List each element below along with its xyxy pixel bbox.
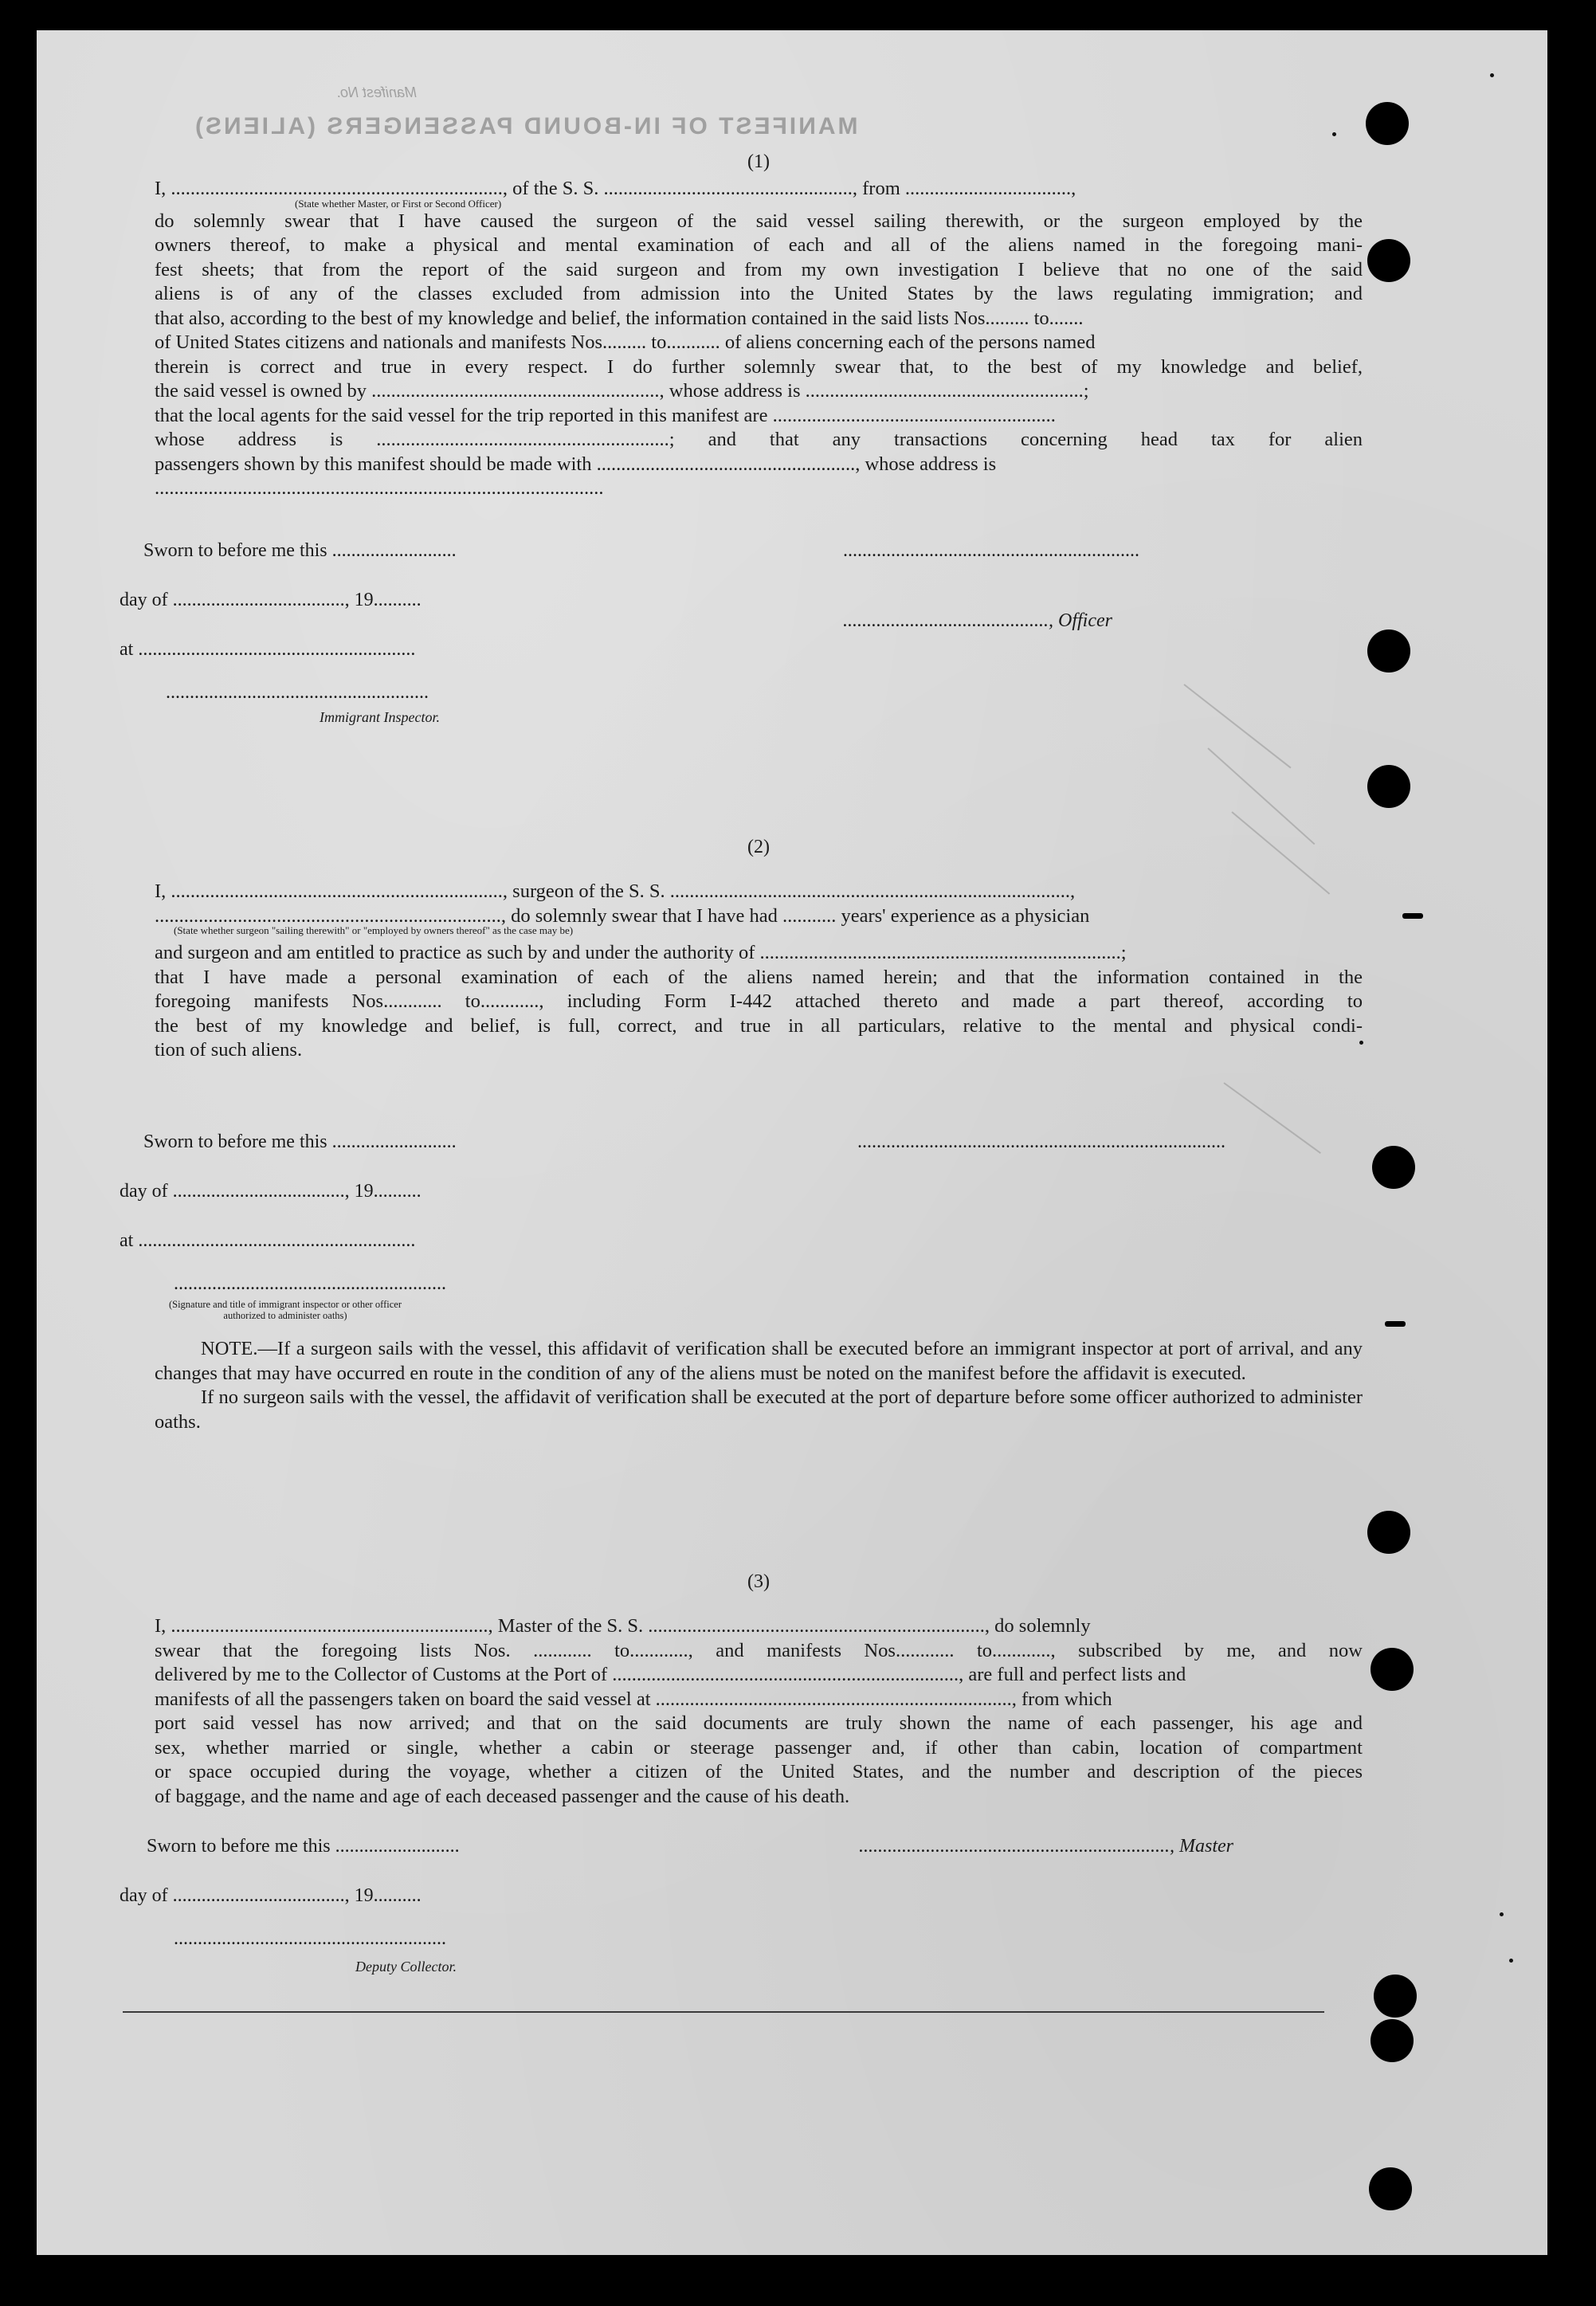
sworn-before-field: Sworn to before me this .......................... (143, 1131, 457, 1152)
margin-speck (1509, 1959, 1513, 1963)
surgeon-note (155, 1337, 1363, 1434)
oath-line: that also, according to the best of my knowledge and belief, the information contained in the said lists Nos......... to....... (155, 307, 1084, 329)
head-tax-address-line: ............................................................................................ (155, 477, 604, 499)
margin-speck (1359, 1041, 1363, 1045)
bleedthrough-stroke (1183, 684, 1291, 768)
surgeon-declaration-hint: (State whether surgeon "sailing therewith" or "employed by owners thereof" as the case may be) (174, 924, 574, 936)
section-number: (3) (747, 1571, 770, 1592)
punch-hole (1367, 239, 1410, 282)
collector-oath-line: sex, whether married or single, whether a cabin or steerage passenger and, if other than cabin, location of compartment (155, 1736, 1363, 1759)
surgeon-oath-line: and surgeon and am entitled to practice as such by and under the authority of ..........................................................................; (155, 942, 1127, 963)
margin-mark (1402, 913, 1423, 919)
oath-line: therein is correct and true in every respect. I do further solemnly swear that, to the best of my knowledge and belief, (155, 355, 1363, 378)
manifest-page (37, 30, 1547, 2255)
collector-oath-line: or space occupied during the voyage, whether a citizen of the United States, and the number and description of the pieces (155, 1761, 1363, 1782)
margin-speck (1332, 132, 1336, 136)
surgeon-oath-line: the best of my knowledge and belief, is full, correct, and true in all particulars, relative to the mental and physical condi- (155, 1014, 1363, 1037)
oath-line: fest sheets; that from the report of the said surgeon and from my own investigation I believe that no one of the said (155, 258, 1363, 280)
punch-hole (1367, 629, 1410, 673)
bleedthrough-stroke (1207, 747, 1315, 845)
ghost-header-bleedthrough: MANIFEST OF IN-BOUND PASSENGERS (ALIENS) (193, 113, 858, 139)
ghost-sub-bleedthrough: Manifest No. (336, 84, 418, 100)
agents-address-line: whose address is ............................................................; and that any transactions concerning head tax for alien (155, 429, 1363, 450)
signature-blank: .............................................................. (843, 540, 1139, 561)
note-paragraph: NOTE.—If a surgeon sails with the vessel, this affidavit of verification shall be executed before an immigrant inspector at port of arrival, and any changes that may have occurred en route in the condition of any of the aliens must be noted on the manifest before the affidavit is executed. (155, 1338, 1363, 1384)
day-of-field: day of ...................................., 19.......... (120, 1181, 422, 1202)
deputy-collector-caption: Deputy Collector. (355, 1959, 457, 1975)
punch-hole (1374, 1975, 1417, 2018)
oath-line: owners thereof, to make a physical and mental examination of each and all of the aliens named in the foregoing mani- (155, 234, 1363, 256)
punch-hole (1371, 2019, 1414, 2062)
day-of-field: day of ...................................., 19.......... (120, 1885, 422, 1906)
oath-line: of United States citizens and nationals and manifests Nos......... to........... of aliens concerning each of the persons named (155, 331, 1096, 353)
surgeon-declaration-line: I, ...................................................................., surgeon of the S. S. .................................................................................., (155, 880, 1076, 902)
section-number: (1) (747, 151, 770, 172)
surgeon-oath-line: that I have made a personal examination of each of the aliens named herein; and that the information contained in the (155, 966, 1363, 988)
owner-line: the said vessel is owned by ..........................................................., whose address is .........................................................; (155, 380, 1089, 402)
surgeon-experience-line: ......................................................................., do solemnly swear that I have had ........... years' experience as a physician (155, 904, 1090, 927)
collector-oath-line: port said vessel has now arrived; and that on the said documents are truly shown the name of each passenger, his age and (155, 1712, 1363, 1734)
margin-mark (1385, 1321, 1406, 1327)
collector-oath-line: swear that the foregoing lists Nos. ............ to............, and manifests Nos............ to............, subscribed by me, and now (155, 1639, 1363, 1661)
agents-line: that the local agents for the said vessel for the trip reported in this manifest are .......................................................... (155, 404, 1056, 426)
head-tax-line: passengers shown by this manifest should be made with ....................................................., whose address is (155, 453, 997, 475)
master-declaration-line: I, ...................................................................., of the S. S. ..................................................., from .................................., (155, 178, 1076, 199)
punch-hole (1371, 1648, 1414, 1691)
punch-hole (1372, 1146, 1415, 1189)
collector-signature-line: ......................................................... (174, 1928, 446, 1949)
note-paragraph: If no surgeon sails with the vessel, the affidavit of verification shall be executed at the port of departure before some officer authorized to administer oaths. (155, 1386, 1363, 1433)
sworn-before-field: Sworn to before me this .......................... (147, 1836, 460, 1857)
day-of-field: day of ...................................., 19.......... (120, 590, 422, 610)
inspector-signature-line: ....................................................... (166, 682, 429, 703)
master-declaration-hint: (State whether Master, or First or Second Officer) (295, 197, 502, 210)
immigrant-inspector-caption: Immigrant Inspector. (320, 709, 440, 725)
officer-signature: ..........................................., Officer (843, 610, 1112, 631)
master-declaration-line: I, ................................................................., Master of the S. S. ....................................................................., do solemnly (155, 1615, 1091, 1637)
oath-line: do solemnly swear that I have caused the surgeon of the said vessel sailing therewith, or the surgeon employed by the (155, 210, 1363, 232)
punch-hole (1367, 765, 1410, 808)
surgeon-oath-line: foregoing manifests Nos............ to............, including Form I-442 attached thereto and made a part thereof, according to (155, 990, 1363, 1012)
bottom-rule (123, 2011, 1324, 2013)
inspector-signature-line: ......................................................... (174, 1273, 446, 1294)
margin-speck (1500, 1912, 1504, 1916)
at-field: at .......................................................... (120, 1230, 416, 1251)
section-number: (2) (747, 837, 770, 857)
surgeon-signature-blank: ............................................................................. (857, 1131, 1225, 1152)
punch-hole (1369, 2167, 1412, 2210)
signature-caption: (Signature and title of immigrant inspector or other officer authorized to administer oaths) (168, 1299, 402, 1321)
collector-oath-line: of baggage, and the name and age of each deceased passenger and the cause of his death. (155, 1785, 850, 1807)
oath-line: aliens is of any of the classes excluded from admission into the United States by the laws regulating immigration; and (155, 283, 1363, 304)
punch-hole (1367, 1511, 1410, 1554)
bleedthrough-stroke (1223, 1082, 1321, 1154)
sworn-before-field: Sworn to before me this .......................... (143, 540, 457, 561)
master-signature: ................................................................., Master (859, 1836, 1233, 1857)
at-field: at .......................................................... (120, 639, 416, 660)
collector-oath-line: manifests of all the passengers taken on board the said vessel at ........................................................................., from which (155, 1688, 1112, 1710)
margin-speck (1490, 73, 1494, 77)
punch-hole (1366, 102, 1409, 145)
surgeon-oath-line: tion of such aliens. (155, 1039, 303, 1061)
collector-oath-line: delivered by me to the Collector of Customs at the Port of ......................................................................., are full and perfect lists and (155, 1664, 1186, 1685)
